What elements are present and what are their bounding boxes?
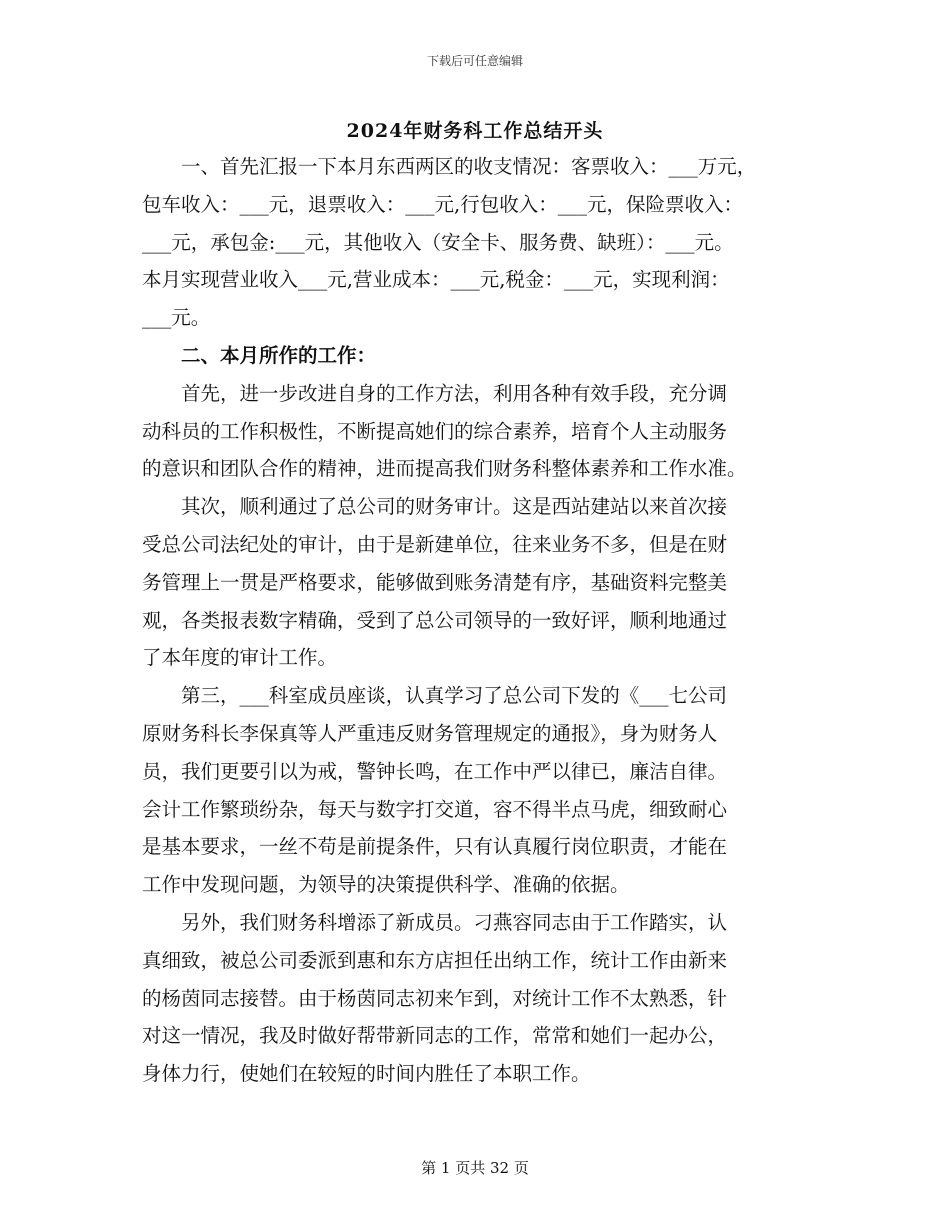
text-line: 真细致，被总公司委派到惠和东方店担任出纳工作，统计工作由新来 xyxy=(142,948,728,972)
text-line: 的杨茵同志接替。由于杨茵同志初来乍到，对统计工作不太熟悉，针 xyxy=(142,986,728,1010)
text-line: 第三，___科室成员座谈，认真学习了总公司下发的《___七公司 xyxy=(142,684,728,708)
text-line: 工作中发现问题，为领导的决策提供科学、准确的依据。 xyxy=(142,873,630,897)
text-line: 的意识和团队合作的精神，进而提高我们财务科整体素养和工作水准。 xyxy=(142,457,747,481)
text-line: ___元，承包金:___元，其他收入（安全卡、服务费、缺班）：___元。 xyxy=(142,230,734,254)
text-line: 首先，进一步改进自身的工作方法，利用各种有效手段，充分调 xyxy=(142,381,728,405)
document-body xyxy=(142,148,802,1093)
text-line: 是基本要求，一丝不苟是前提条件，只有认真履行岗位职责，才能在 xyxy=(142,835,728,859)
document-title: 2024年财务科工作总结开头 xyxy=(346,120,604,142)
section-heading: 二、本月所作的工作： xyxy=(142,343,377,367)
text-line: 动科员的工作积极性，不断提高她们的综合素养，培育个人主动服务 xyxy=(142,419,728,443)
text-line: 包车收入：___元，退票收入：___元,行包收入：___元，保险票收入： xyxy=(142,192,743,216)
text-line: 了本年度的审计工作。 xyxy=(142,646,338,670)
text-line: 受总公司法纪处的审计，由于是新建单位，往来业务不多，但是在财 xyxy=(142,532,728,556)
page-header-note: 下载后可任意编辑 xyxy=(426,54,523,68)
text-line: ___元。 xyxy=(142,306,211,330)
text-line: 一、首先汇报一下本月东西两区的收支情况：客票收入：___万元， xyxy=(142,155,757,178)
text-line: 另外，我们财务科增添了新成员。刁燕容同志由于工作踏实，认 xyxy=(142,910,728,934)
text-line: 身体力行，使她们在较短的时间内胜任了本职工作。 xyxy=(142,1062,591,1086)
text-line: 员，我们更要引以为戒，警钟长鸣，在工作中严以律已，廉洁自律。 xyxy=(142,759,728,783)
text-line: 务管理上一贯是严格要求，能够做到账务清楚有序，基础资料完整美 xyxy=(142,570,728,594)
text-line: 本月实现营业收入___元,营业成本：___元,税金：___元，实现利润： xyxy=(142,268,730,292)
text-line: 其次，顺利通过了总公司的财务审计。这是西站建站以来首次接 xyxy=(142,495,728,519)
text-line: 会计工作繁琐纷杂，每天与数字打交道，容不得半点马虎，细致耐心 xyxy=(142,797,728,821)
text-line: 观，各类报表数字精确，受到了总公司领导的一致好评，顺利地通过 xyxy=(142,608,728,632)
text-line: 原财务科长李保真等人严重违反财务管理规定的通报》，身为财务人 xyxy=(142,721,718,745)
text-line: 对这一情况，我及时做好帮带新同志的工作，常常和她们一起办公， xyxy=(142,1024,728,1048)
page-footer: 第 1 页共 32 页 xyxy=(421,1159,529,1177)
